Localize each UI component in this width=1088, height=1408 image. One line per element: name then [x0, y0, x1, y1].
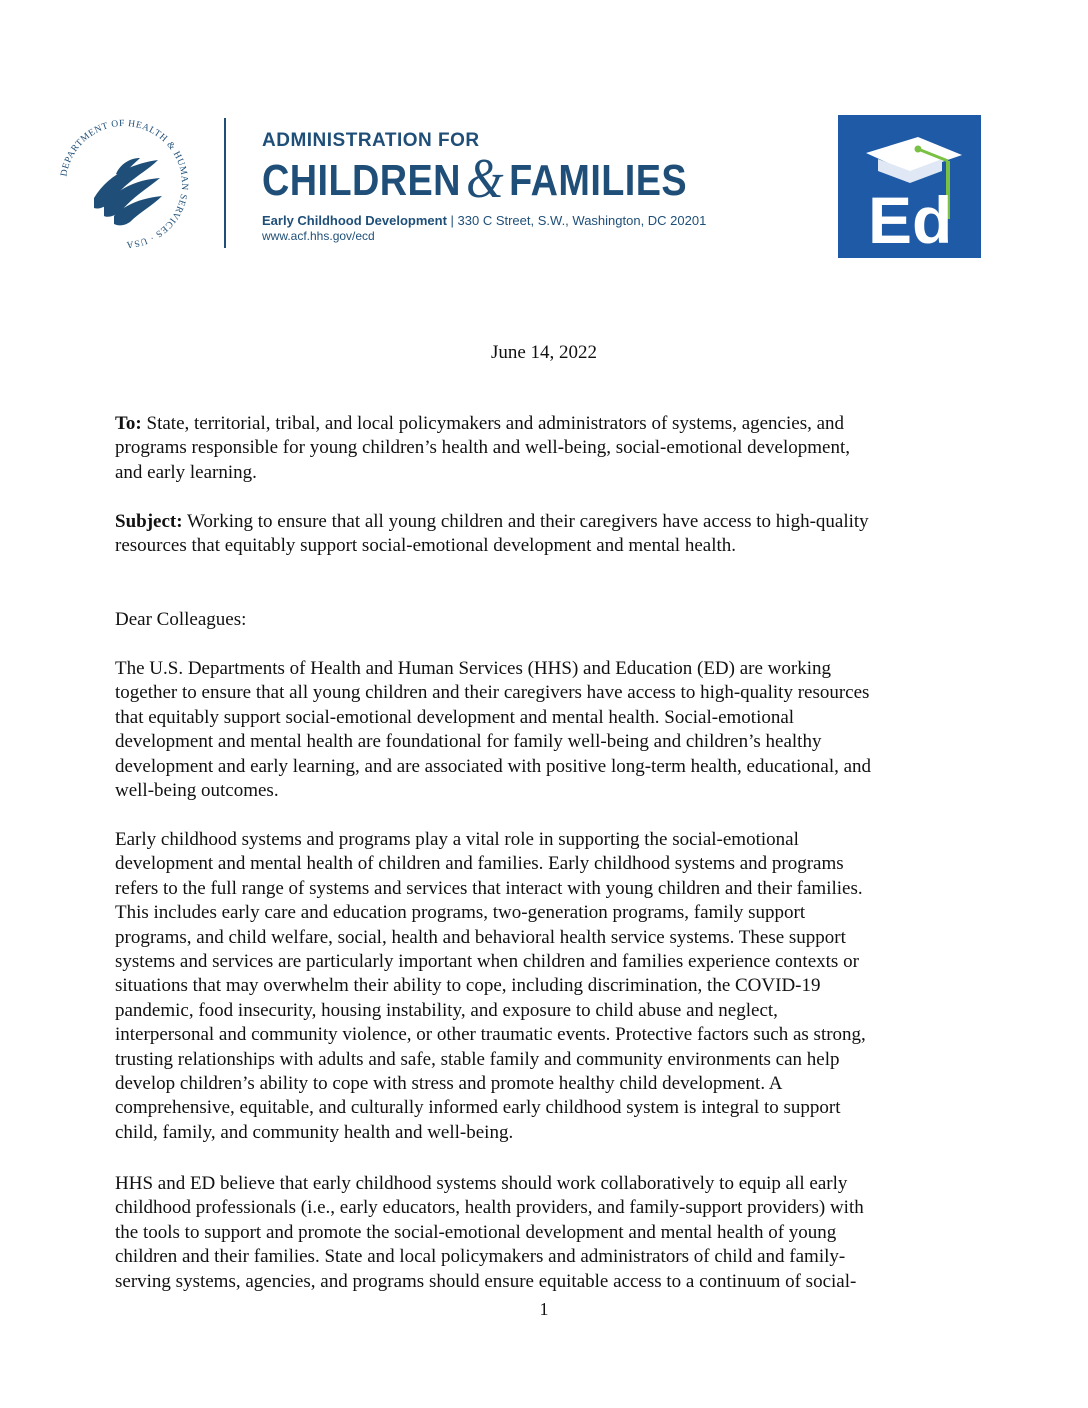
paragraph-line: Early childhood systems and programs play a vital role in supporting the social-emotional — [115, 829, 799, 850]
acf-logo-wordmark — [262, 148, 688, 210]
seal-text: DEPARTMENT OF HEALTH & HUMAN SERVICES · USA — [59, 118, 190, 250]
paragraph-line: child, family, and community health and well-being. — [115, 1121, 514, 1143]
paragraph-line: that equitably support social-emotional development and mental health. Social-emotional — [115, 706, 795, 728]
paragraph-line: systems and services are particularly important when children and families experience contexts or — [115, 951, 859, 973]
paragraph-line: comprehensive, equitable, and culturally informed early childhood system is integral to support — [115, 1097, 841, 1119]
paragraph-line: together to ensure that all young children and their caregivers have access to high-quality resources — [115, 682, 870, 704]
to-line: programs responsible for young children’s health and well-being, social-emotional development, — [115, 437, 850, 459]
paragraph-line: refers to the full range of systems and services that interact with young children and their families. — [115, 877, 863, 899]
ed-logo-text: Ed — [868, 183, 953, 257]
acf-children-word: CHILDREN — [262, 156, 461, 205]
subject-text: Working to ensure that all young children and their caregivers have access to high-quality — [182, 511, 869, 532]
paragraph-line: childhood professionals (i.e., early educators, health providers, and family-support providers) with — [115, 1197, 864, 1219]
acf-ampersand: & — [466, 148, 504, 210]
paragraph-line: The U.S. Departments of Health and Human Services (HHS) and Education (ED) are working — [115, 658, 831, 679]
paragraph-line: the tools to support and promote the social-emotional development and mental health of young — [115, 1221, 837, 1243]
paragraph-line: serving systems, agencies, and programs should ensure equitable access to a continuum of social- — [115, 1270, 857, 1292]
street-address: | 330 C Street, S.W., Washington, DC 20201 — [446, 213, 707, 228]
subject-section — [115, 510, 975, 559]
hhs-seal-icon — [54, 114, 194, 254]
office-name: Early Childhood Development — [262, 213, 447, 228]
letterhead-divider — [224, 118, 226, 248]
paragraph-line: pandemic, food insecurity, housing instability, and exposure to child abuse and neglect, — [115, 999, 778, 1021]
to-section — [115, 412, 975, 485]
office-address — [262, 212, 732, 229]
paragraph-line: HHS and ED believe that early childhood systems should work collaboratively to equip all early — [115, 1173, 848, 1194]
to-line: and early learning. — [115, 461, 257, 483]
paragraph-line: interpersonal and community violence, or other traumatic events. Protective factors such as strong, — [115, 1024, 866, 1046]
paragraph-line: develop children’s ability to cope with stress and promote healthy child development. A — [115, 1073, 783, 1095]
to-text: State, territorial, tribal, and local policymakers and administrators of systems, agencies, and — [141, 413, 845, 434]
paragraph-line: trusting relationships with adults and safe, stable family and community environments can help — [115, 1048, 840, 1070]
paragraph-line: development and mental health are foundational for family well-being and children’s healthy — [115, 731, 822, 753]
to-label: To: — [115, 413, 142, 434]
office-url: www.acf.hhs.gov/ecd — [262, 229, 375, 243]
paragraph-line: well-being outcomes. — [115, 780, 279, 802]
paragraph-1 — [115, 657, 975, 803]
subject-label: Subject: — [115, 511, 183, 532]
letter-date: June 14, 2022 — [490, 342, 598, 363]
paragraph-line: development and early learning, and are associated with positive long-term health, educational, and — [115, 755, 872, 777]
page-number: 1 — [539, 1299, 549, 1319]
graduation-cap-icon — [838, 115, 981, 258]
subject-line: resources that equitably support social-emotional development and mental health. — [115, 535, 737, 557]
to-line — [115, 412, 975, 436]
paragraph-line: This includes early care and education programs, two-generation programs, family support — [115, 902, 806, 924]
paragraph-line: situations that may overwhelm their ability to cope, including discrimination, the COVID-19 — [115, 975, 821, 997]
subject-line — [115, 510, 975, 534]
salutation: Dear Colleagues: — [115, 609, 247, 630]
paragraph-2 — [115, 828, 975, 1145]
acf-families-word: FAMILIES — [509, 156, 688, 205]
paragraph-line: children and their families. State and local policymakers and administrators of child and family- — [115, 1246, 846, 1268]
acf-title-line: ADMINISTRATION FOR — [262, 130, 480, 151]
paragraph-3 — [115, 1172, 975, 1294]
paragraph-line: programs, and child welfare, social, health and behavioral health service systems. These support — [115, 926, 846, 948]
paragraph-line: development and mental health of children and families. Early childhood systems and programs — [115, 853, 844, 875]
acf-letterhead — [262, 130, 732, 244]
ed-logo — [838, 115, 981, 258]
